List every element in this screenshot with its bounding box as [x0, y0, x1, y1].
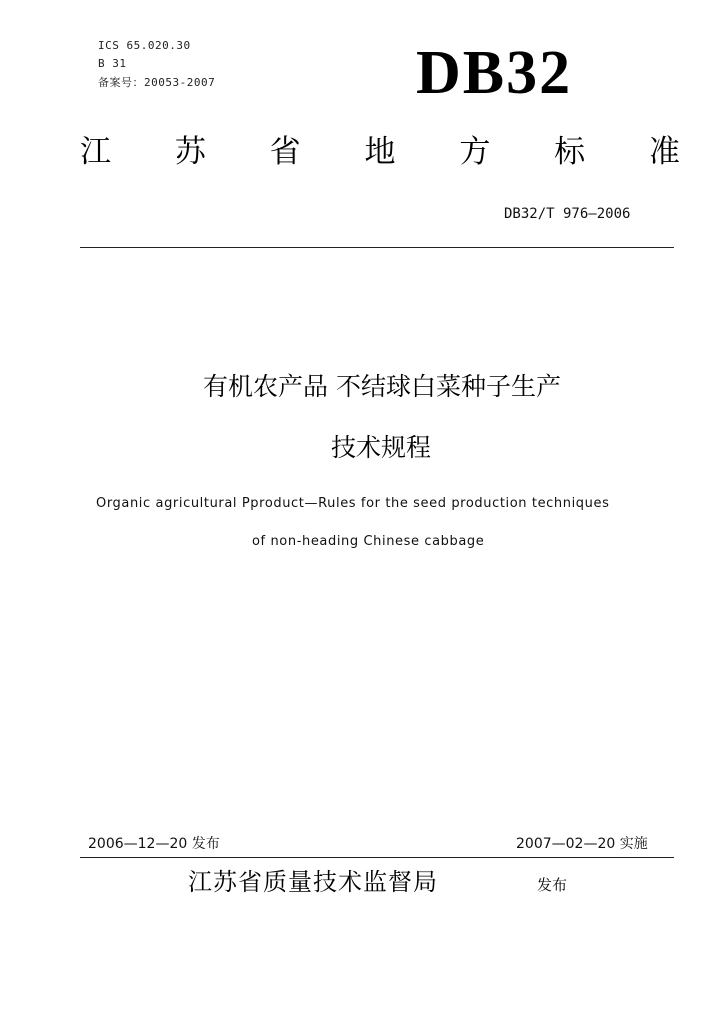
standard-type-char: 标	[554, 134, 586, 170]
ics-code: ICS 65.020.30	[98, 39, 191, 52]
standard-type-char: 方	[459, 134, 491, 170]
standard-type-heading	[80, 133, 680, 171]
standard-number: DB32/T 976—2006	[504, 206, 631, 222]
implementation-date: 2007—02—20 实施	[516, 836, 648, 852]
standard-code-logo: DB32	[416, 39, 573, 107]
ccs-code: B 31	[98, 57, 127, 70]
standard-type-char: 苏	[174, 134, 206, 170]
title-chinese-line-2: 技术规程	[330, 433, 431, 462]
issue-date: 2006—12—20 发布	[88, 836, 220, 852]
standard-type-char: 地	[364, 134, 396, 170]
standard-type-char: 省	[269, 134, 301, 170]
title-english-line-2: of non-heading Chinese cabbage	[252, 534, 485, 549]
top-divider	[80, 247, 674, 248]
issuing-label: 发布	[537, 876, 568, 894]
issuing-authority: 江苏省质量技术监督局	[188, 868, 438, 896]
filing-number: 备案号：20053-2007	[98, 76, 216, 89]
standard-type-char: 准	[648, 134, 680, 170]
standard-type-char: 江	[80, 134, 111, 170]
bottom-divider	[80, 857, 674, 858]
title-english-line-1: Organic agricultural Pproduct—Rules for the seed production techniques	[96, 496, 610, 511]
title-chinese-line-1: 有机农产品 不结球白菜种子生产	[203, 372, 561, 401]
